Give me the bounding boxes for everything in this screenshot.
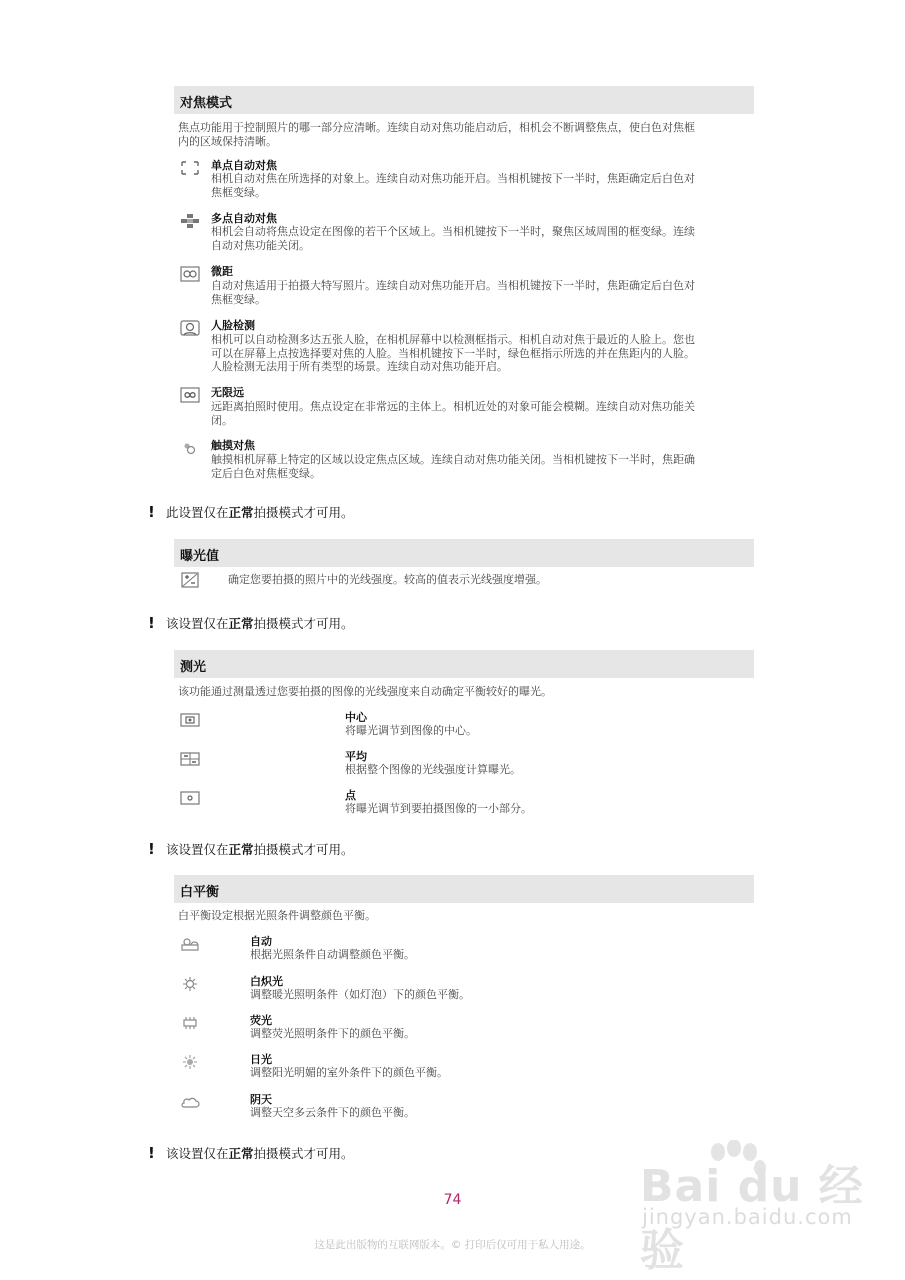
spot-metering-icon — [180, 790, 200, 806]
wb-item-title: 荧光 — [250, 1014, 272, 1027]
page-number: 74 — [443, 1192, 462, 1208]
focus-item-desc: 相机可以自动检测多达五张人脸，在相机屏幕中以检测框指示。相机自动对焦于最近的人脸上。您也 可以在屏幕上点按选择要对焦的人脸。当相机键按下一半时，绿色框指示所选的并在焦距内的人脸。 人脸检测无法用于所有类型的场景。连续自动对焦功能开启。 — [211, 333, 695, 373]
wb-item-title: 自动 — [250, 935, 272, 948]
exposure-heading: 曝光值 — [180, 549, 220, 564]
average-metering-icon — [180, 751, 200, 767]
focus-item-desc: 相机自动对焦在所选择的对象上。连续自动对焦功能开启。当相机键按下一半时，焦距确定后白色对 焦框变绿。 — [211, 172, 695, 199]
incandescent-icon — [180, 976, 200, 992]
metering-item-title: 点 — [345, 789, 356, 802]
metering-item-desc: 将曝光调节到要拍摄图像的一小部分。 — [345, 802, 532, 815]
mode-note: ! 该设置仅在正常拍摄模式才可用。 — [148, 1144, 354, 1162]
footer-note: 这是此出版物的互联网版本。© 打印后仅可用于私人用途。 — [314, 1239, 591, 1251]
metering-section-header — [174, 650, 754, 678]
metering-item-title: 平均 — [345, 750, 367, 763]
mode-note: ! 该设置仅在正常拍摄模式才可用。 — [148, 840, 354, 858]
warning-icon: ! — [148, 840, 155, 858]
focus-section-header — [174, 86, 754, 114]
white-balance-heading: 白平衡 — [180, 885, 220, 900]
macro-icon — [180, 266, 200, 282]
white-balance-section-header — [174, 875, 754, 903]
exposure-section-header — [174, 539, 754, 567]
wb-item-title: 日光 — [250, 1053, 272, 1066]
metering-item-desc: 根据整个图像的光线强度计算曝光。 — [345, 763, 521, 776]
focus-item-title: 无限远 — [211, 386, 244, 399]
wb-item-desc: 调整荧光照明条件下的颜色平衡。 — [250, 1027, 415, 1040]
wb-item-desc: 调整阳光明媚的室外条件下的颜色平衡。 — [250, 1066, 448, 1079]
focus-item-title: 触摸对焦 — [211, 439, 255, 452]
focus-item-title: 多点自动对焦 — [211, 212, 277, 225]
exposure-desc: 确定您要拍摄的照片中的光线强度。较高的值表示光线强度增强。 — [228, 573, 547, 586]
mode-note: ! 该设置仅在正常拍摄模式才可用。 — [148, 614, 354, 632]
focus-heading: 对焦模式 — [180, 96, 233, 111]
focus-item-desc: 远距离拍照时使用。焦点设定在非常远的主体上。相机近处的对象可能会模糊。连续自动对焦功能关 闭。 — [211, 400, 695, 427]
focus-item-desc: 触摸相机屏幕上特定的区域以设定焦点区域。连续自动对焦功能关闭。当相机键按下一半时，焦距确 定后白色对焦框变绿。 — [211, 453, 695, 480]
fluorescent-icon — [180, 1015, 200, 1031]
multi-af-icon — [180, 213, 200, 229]
watermark-brand: Bai du 经验 — [640, 1161, 864, 1276]
focus-item-desc: 自动对焦适用于拍摄大特写照片。连续自动对焦功能开启。当相机键按下一半时，焦距确定后白色对 焦框变绿。 — [211, 279, 695, 306]
wb-item-desc: 调整天空多云条件下的颜色平衡。 — [250, 1106, 415, 1119]
wb-item-title: 白炽光 — [250, 975, 283, 988]
face-detection-icon — [180, 320, 200, 336]
metering-heading: 测光 — [180, 660, 207, 675]
daylight-icon — [180, 1054, 200, 1070]
auto-wb-icon — [180, 936, 200, 952]
warning-icon: ! — [148, 503, 155, 521]
focus-item-title: 单点自动对焦 — [211, 159, 277, 172]
warning-icon: ! — [148, 1144, 155, 1162]
focus-intro: 焦点功能用于控制照片的哪一部分应清晰。连续自动对焦功能启动后，相机会不断调整焦点，使白色对焦框 内的区域保持清晰。 — [178, 121, 695, 148]
wb-item-desc: 根据光照条件自动调整颜色平衡。 — [250, 948, 415, 961]
warning-icon: ! — [148, 614, 155, 632]
focus-item-desc: 相机会自动将焦点设定在图像的若干个区域上。当相机键按下一半时，聚焦区域周围的框变绿。连续 自动对焦功能关闭。 — [211, 225, 695, 252]
mode-note: ! 此设置仅在正常拍摄模式才可用。 — [148, 503, 354, 521]
watermark-url: jingyan.baidu.com — [642, 1205, 853, 1229]
white-balance-intro: 白平衡设定根据光照条件调整颜色平衡。 — [178, 909, 376, 922]
touch-focus-icon — [180, 440, 200, 456]
wb-item-desc: 调整暖光照明条件（如灯泡）下的颜色平衡。 — [250, 988, 470, 1001]
metering-intro: 该功能通过测量透过您要拍摄的图像的光线强度来自动确定平衡较好的曝光。 — [178, 685, 552, 698]
cloudy-icon — [180, 1094, 200, 1110]
center-metering-icon — [180, 712, 200, 728]
metering-item-title: 中心 — [345, 711, 367, 724]
metering-item-desc: 将曝光调节到图像的中心。 — [345, 724, 477, 737]
infinity-icon — [180, 387, 200, 403]
focus-item-title: 微距 — [211, 265, 233, 278]
exposure-icon — [180, 572, 200, 588]
focus-item-title: 人脸检测 — [211, 319, 255, 332]
wb-item-title: 阴天 — [250, 1093, 272, 1106]
single-af-icon — [180, 160, 200, 176]
